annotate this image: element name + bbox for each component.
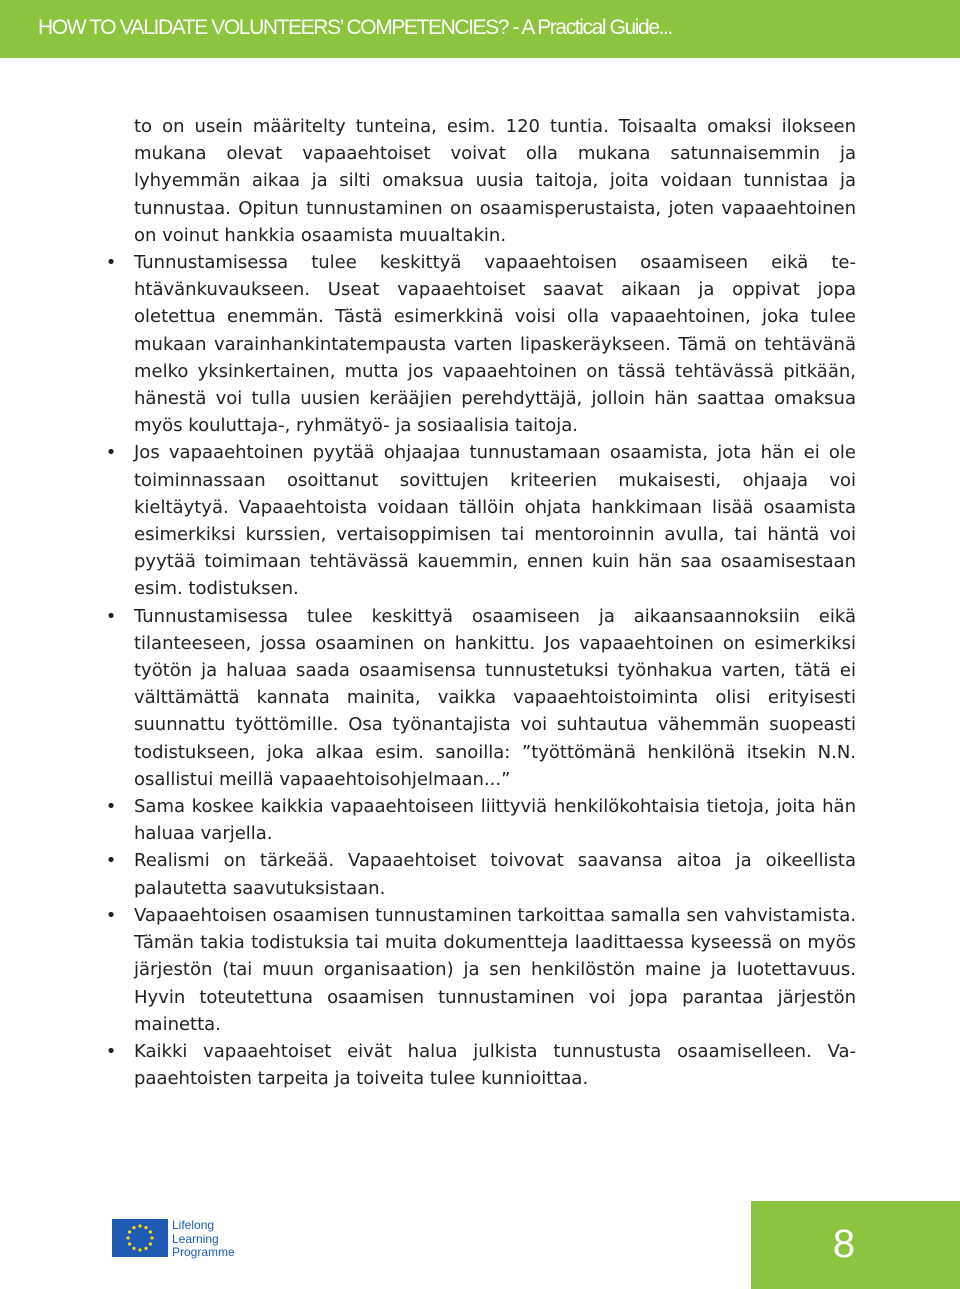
eu-star [138, 1248, 141, 1251]
bullet-icon: • [105, 605, 117, 627]
programme-name [172, 1219, 235, 1260]
eu-flag-icon [112, 1219, 168, 1257]
list-item-text: Sama koskee kaikkia vapaaehtoiseen liittyviä henkilökohtaisia tietoja, joita hän haluaa varjella. [134, 796, 856, 845]
eu-star [138, 1224, 141, 1227]
list-item [105, 1038, 856, 1092]
logo-line: Lifelong [172, 1218, 215, 1232]
bullet-list [105, 249, 856, 1092]
list-item-text: Realismi on tärkeää. Vapaaehtoiset toivovat saavansa aitoa ja oikeellista palautetta saavutuksistaan. [134, 850, 856, 899]
list-item-text: Jos vapaaehtoinen pyytää ohjaajaa tunnustamaan osaamista, jota hän ei ole toiminnassaan osoittanut sovittujen kriteerien mukaisesti, ohjaaja voi kieltäytyä. Vapaaehtoista voidaan tällöin ohjata hankkimaan lisää osaamista esimerkiksi kurssien, vertaisoppimisen tai mentoroinnin avulla, tai häntä voi pyytää toimimaan tehtävässä kauemmin, ennen kuin hän saa osaamisestaan esim. todistuksen. [134, 442, 856, 600]
bullet-icon: • [105, 796, 117, 818]
list-item-text: Vapaaehtoisen osaamisen tunnustaminen tarkoittaa samalla sen vahvistamista. Tämän takia todistuksia tai muita dokumentteja laadittaessa kyseessä on myös järjestön (tai muun organisaation) ja sen henkilöstön maine ja luotettavuus. Hyvin toteutettuna osaamisen tunnustaminen voi jopa parantaa järjestön mainetta. [134, 904, 856, 1035]
eu-star [149, 1230, 152, 1233]
eu-star [126, 1236, 129, 1239]
eu-star [149, 1242, 152, 1245]
eu-star [144, 1226, 147, 1229]
bullet-icon: • [105, 442, 117, 464]
list-item [105, 249, 856, 439]
page-number-box [751, 1201, 960, 1289]
list-item [105, 902, 856, 1038]
bullet-icon: • [105, 904, 117, 926]
bullet-icon: • [105, 850, 117, 872]
eu-star [132, 1247, 135, 1250]
eu-star [128, 1230, 131, 1233]
eu-star [132, 1226, 135, 1229]
header-bar [0, 0, 960, 58]
list-item [105, 793, 856, 847]
logo-line: Learning [172, 1231, 219, 1246]
logo-line: Programme [172, 1245, 235, 1259]
document-title: HOW TO VALIDATE VOLUNTEERS’ COMPETENCIES? - A Practical Guide... [38, 16, 672, 39]
eu-star [128, 1242, 131, 1245]
list-item-text: Kaikki vapaaehtoiset eivät halua julkista tunnustusta osaamiselleen. Vapaaehtoisten tarpeita ja toiveita tulee kunnioittaa. [134, 1040, 856, 1090]
list-item [105, 439, 856, 602]
bullet-icon: • [105, 252, 117, 274]
page-number: 8 [832, 1222, 856, 1266]
list-item-text: Tunnustamisessa tulee keskittyä vapaaehtoisen osaamiseen eikä tehtävänkuvaukseen. Useat vapaaehtoiset saavat aikaan ja oppivat jopa oletettua enemmän. Tästä esimerkkinä voisi olla vapaaehtoinen, joka tulee mukaan varainhankintatempausta varten lipaskeräykseen. Tämä on tehtävänä melko yksinkertainen, mutta jos vapaaehtoinen on tässä tehtävässä pitkään, hänestä voi tulla uusien kerääjien perehdyttäjä, jolloin hän saattaa omaksua myös kouluttaja-, ryhmätyö- ja sosiaalisia taitoja. [134, 252, 856, 437]
eu-star [150, 1236, 153, 1239]
eu-star [144, 1247, 147, 1250]
list-item [105, 603, 856, 793]
list-item-text: Tunnustamisessa tulee keskittyä osaamiseen ja aikaansaannoksiin eikä tilanteeseen, jossa osaaminen on hankittu. Jos vapaaehtoinen on esimerkiksi työtön ja haluaa saada osaamisensa tunnustetuksi työnhakua varten, tätä ei välttämättä kannata mainita, vaikka vapaaehtoistoiminta olisi erityisesti suunnattu työttömille. Osa työnantajista voi suhtautua vähemmän suopeasti todistukseen, joka alkaa esim. sanoilla: ”työttömänä henkilönä itsekin N.N. osallistui meillä vapaaehtoisohjelmaan...” [134, 605, 856, 790]
page-content [105, 113, 856, 1092]
bullet-icon: • [105, 1040, 117, 1062]
intro-paragraph: to on usein määritelty tunteina, esim. 120 tuntia. Toisaalta omaksi ilokseen mukana olevat vapaaehtoiset voivat olla mukana satunnaisemmin ja lyhyemmän aikaa ja silti omaksua uusia taitoja, joita voidaan tunnistaa ja tunnustaa. Opitun tunnustaminen on osaamisperustaista, joten vapaaehtoinen on voinut hankkia osaamista muualtakin. [134, 116, 856, 246]
list-item [105, 847, 856, 901]
